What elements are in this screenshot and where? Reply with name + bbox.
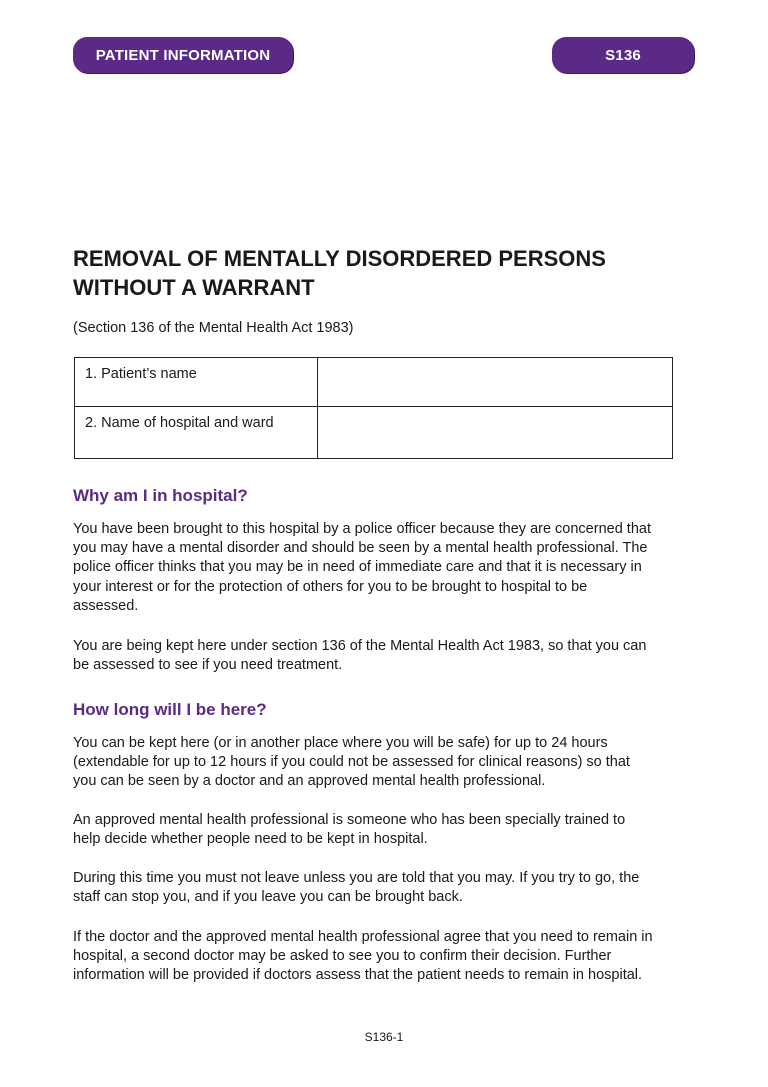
- text-line: You are being kept here under section 136 of the Mental Health Act 1983, so that you can: [73, 638, 647, 654]
- paragraph-how-long-2: [73, 811, 698, 849]
- page-title: [73, 244, 713, 302]
- form-code-label: S136: [605, 46, 641, 64]
- table-row: [75, 358, 673, 407]
- patient-name-label: 1. Patient’s name: [75, 358, 318, 407]
- hospital-ward-label: 2. Name of hospital and ward: [75, 407, 318, 459]
- paragraph-why-2: [73, 637, 698, 675]
- text-line: You can be kept here (or in another place where you will be safe) for up to 24 hours: [73, 735, 608, 751]
- text-line: If the doctor and the approved mental health professional agree that you need to remain in: [73, 929, 653, 945]
- page-subtitle: (Section 136 of the Mental Health Act 1983): [73, 320, 354, 336]
- page-number: S136-1: [364, 1030, 404, 1044]
- paragraph-how-long-3: [73, 869, 698, 907]
- text-line: you can be seen by a doctor and an approved mental health professional.: [73, 773, 546, 790]
- section-heading-how-long: How long will I be here?: [73, 700, 267, 719]
- paragraph-why-1: [73, 520, 698, 616]
- text-line: information will be provided if doctors assess that the patient needs to remain in hospital.: [73, 967, 643, 984]
- patient-information-badge: [73, 37, 293, 73]
- text-line: During this time you must not leave unless you are told that you may. If you try to go, the: [73, 870, 640, 886]
- title-line-2: WITHOUT A WARRANT: [73, 275, 315, 300]
- text-line: you may have a mental disorder and should be seen by a mental health professional. The: [73, 540, 648, 557]
- hospital-ward-field[interactable]: [318, 407, 673, 459]
- text-line: (extendable for up to 12 hours if you could not be assessed for clinical reasons) so that: [73, 754, 630, 771]
- table-row: [75, 407, 673, 459]
- text-line: You have been brought to this hospital by a police officer because they are concerned that: [73, 521, 651, 537]
- patient-name-field[interactable]: [318, 358, 673, 407]
- form-code-badge: [552, 37, 694, 73]
- text-line: police officer thinks that you may be in need of immediate care and that it is necessary in: [73, 559, 642, 576]
- title-line-1: REMOVAL OF MENTALLY DISORDERED PERSONS: [73, 246, 606, 271]
- patient-details-table: [74, 357, 673, 459]
- text-line: staff can stop you, and if you leave you can be brought back.: [73, 889, 463, 906]
- text-line: your interest or for the protection of others for you to be brought to hospital to be: [73, 578, 588, 595]
- text-line: hospital, a second doctor may be asked to see you to confirm their decision. Further: [73, 948, 612, 965]
- text-line: be assessed to see if you need treatment.: [73, 657, 343, 674]
- text-line: An approved mental health professional is someone who has been specially trained to: [73, 812, 626, 828]
- paragraph-how-long-4: [73, 928, 698, 986]
- paragraph-how-long-1: [73, 734, 698, 792]
- section-heading-why: Why am I in hospital?: [73, 486, 248, 505]
- text-line: help decide whether people need to be kept in hospital.: [73, 831, 428, 848]
- text-line: assessed.: [73, 597, 139, 614]
- patient-information-label: PATIENT INFORMATION: [95, 46, 271, 64]
